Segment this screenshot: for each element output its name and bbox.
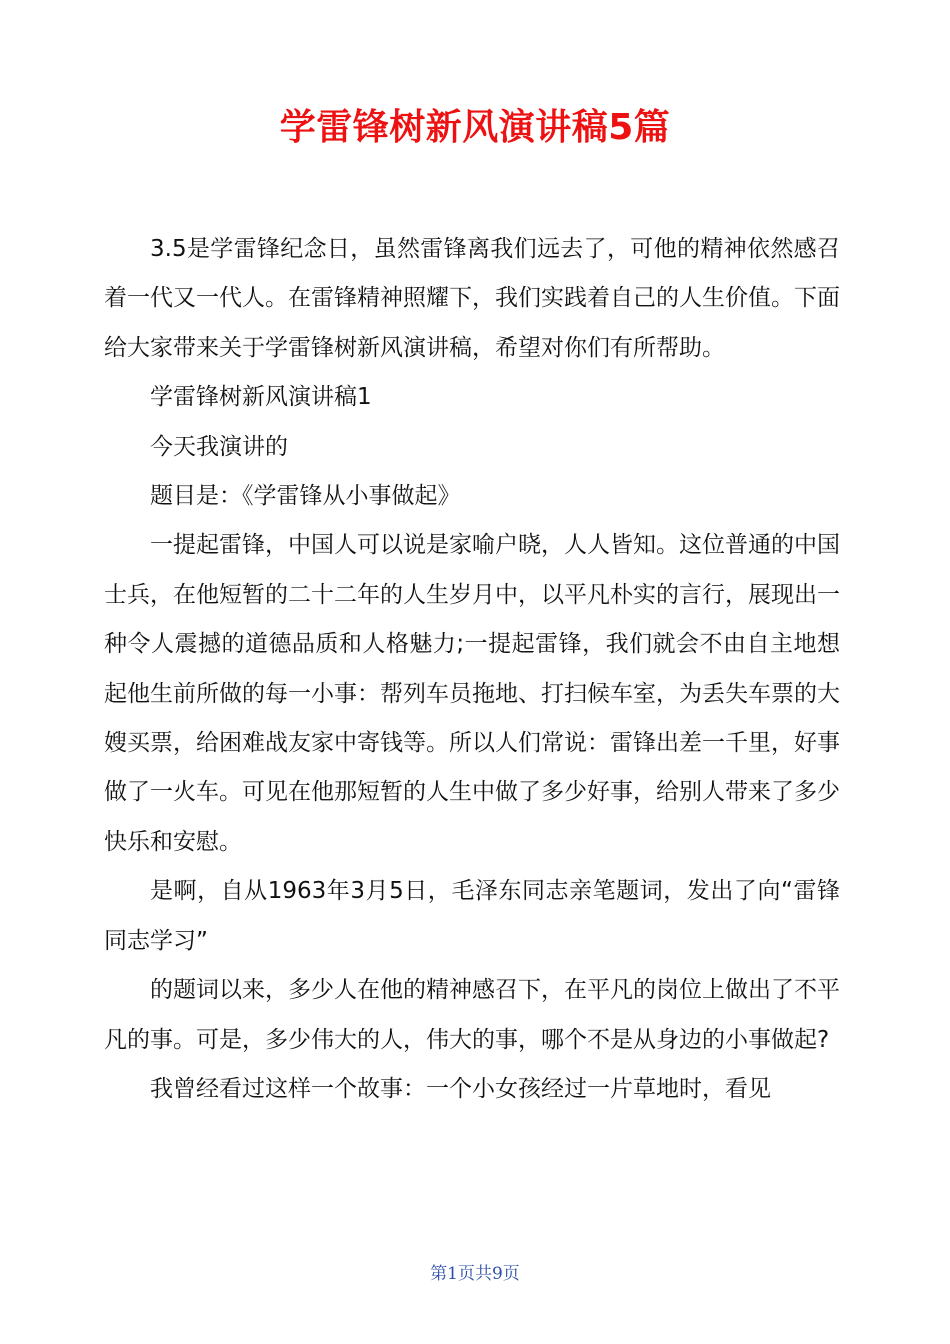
document-body [104,225,840,1114]
paragraph-girl-story: 我曾经看过这样一个故事：一个小女孩经过一片草地时，看见 [150,1075,771,1102]
paragraph-intro: 3.5是学雷锋纪念日，虽然雷锋离我们远去了，可他的精神依然感召着一代又一代人。在雷锋精神照耀下，我们实践着自己的人生价值。下面给大家带来关于学雷锋树新风演讲稿，希望对你们有所帮助。 [104,236,840,361]
paragraph-speech-topic: 题目是：《学雷锋从小事做起》 [150,483,461,510]
paragraph-inscription: 是啊，自从1963年3月5日，毛泽东同志亲笔题词，发出了向“雷锋同志学习” [104,878,840,954]
paragraph-leifeng-story: 一提起雷锋，中国人可以说是家喻户晓，人人皆知。这位普通的中国士兵，在他短暂的二十二年的人生岁月中，以平凡朴实的言行，展现出一种令人震撼的道德品质和人格魅力;一提起雷锋，我们就会不由自主地想起他生前所做的每一小事：帮列车员拖地、打扫候车室，为丢失车票的大嫂买票，给困难战友家中寄钱等。所以人们常说：雷锋出差一千里，好事做了一火车。可见在他那短暂的人生中做了多少好事，给别人带来了多少快乐和安慰。 [104,532,840,855]
paragraph-inspiration: 的题词以来，多少人在他的精神感召下，在平凡的岗位上做出了不平凡的事。可是，多少伟大的人，伟大的事，哪个不是从身边的小事做起? [104,977,840,1053]
paragraph-speech-opening: 今天我演讲的 [150,433,288,460]
page-number-footer: 第1页共9页 [430,1264,520,1284]
paragraph-speech-heading: 学雷锋树新风演讲稿1 [150,384,372,411]
document-title: 学雷锋树新风演讲稿5篇 [279,107,671,148]
